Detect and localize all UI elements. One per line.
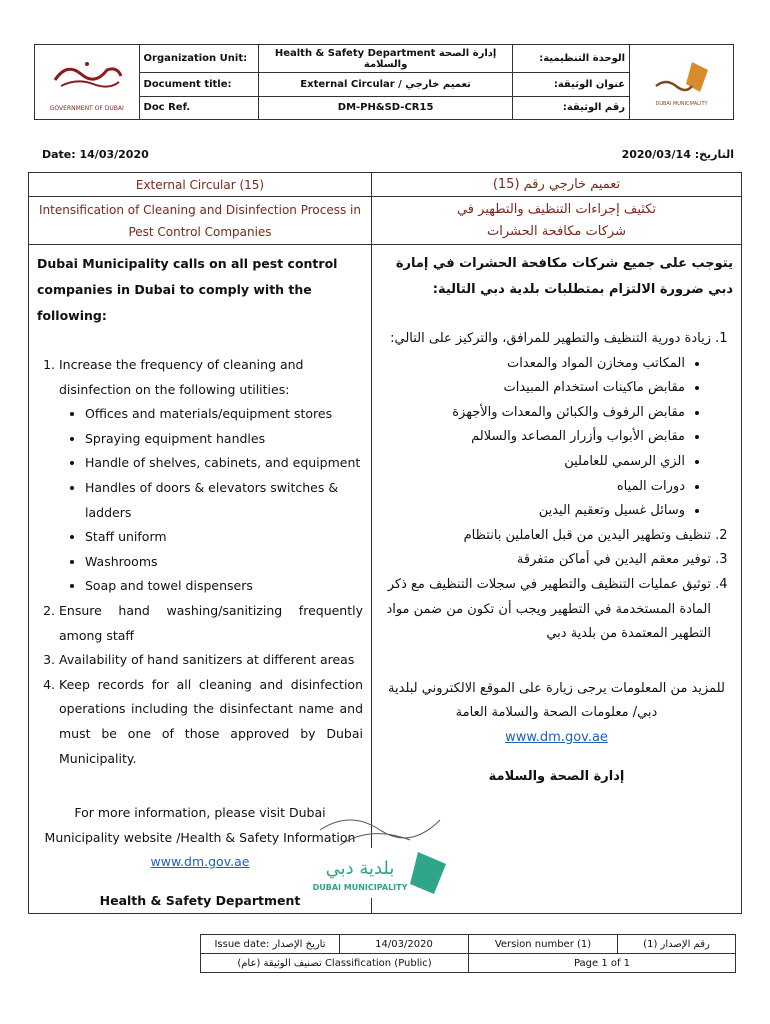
list-item: • دورات المياه — [380, 475, 685, 500]
list-item: 3. Availability of hand sanitizers at different areas — [59, 648, 363, 673]
requirements-list-ar — [380, 327, 733, 647]
utilities-list-ar — [380, 352, 711, 524]
government-of-dubai-logo — [35, 45, 140, 120]
date-ar: التاريخ: 2020/03/14 — [621, 148, 734, 161]
version-label-ar: رقم الإصدار (1) — [618, 935, 736, 954]
document-footer — [200, 934, 736, 973]
dubai-municipality-logo — [630, 45, 734, 120]
more-info-en: For more information, please visit Dubai Municipality website /Health & Safety Information — [44, 805, 356, 845]
signature-icon — [320, 820, 440, 845]
intro-ar: يتوجب على جميع شركات مكافحة الحشرات في إمارة دبي ضرورة الالتزام بمتطلبات بلدية دبي التالية: — [395, 256, 733, 297]
classification: (عام) تصنيف الوثيقة Classification (Public) — [201, 954, 469, 973]
doc-title-value: External Circular / تعميم خارجي — [259, 73, 513, 96]
document-header — [34, 44, 734, 120]
list-item: • Offices and materials/equipment stores — [85, 402, 363, 427]
circular-title-en: External Circular (15) — [29, 173, 372, 197]
subject-en-line1: Intensification of Cleaning and Disinfection Process in — [39, 203, 361, 217]
org-unit-value: Health & Safety Department إدارة الصحة والسلامة — [259, 45, 513, 73]
doc-title-label-ar: عنوان الوثيقة: — [512, 73, 629, 96]
doc-ref-label-ar: رقم الوثيقة: — [512, 96, 629, 119]
subject-en-line2: Pest Control Companies — [128, 225, 272, 239]
list-item: • Washrooms — [85, 550, 363, 575]
list-item: • Spraying equipment handles — [85, 427, 363, 452]
list-item: • الزي الرسمي للعاملين — [380, 450, 685, 475]
government-logo-icon — [47, 52, 127, 102]
page-number: Page 1 of 1 — [469, 954, 736, 973]
list-item: • Soap and towel dispensers — [85, 574, 363, 599]
subject-ar-line1: تكثيف إجراءات التنظيف والتطهير في — [456, 202, 657, 217]
subject-ar — [372, 197, 742, 245]
list-item: 1. Increase the frequency of cleaning and disinfection on the following utilities: • Offices and materials/equipment stores • Spraying equipment handles • Handle of shelves, cabinets, and equipment • Handles of doors & elevators switches & ladders • Staff uniform • Washrooms • Soap and towel dispensers — [59, 353, 363, 599]
list-item: 4. Keep records for all cleaning and disinfection operations including the disinfectant name and must be one of those approved by Dubai Municipality. — [59, 673, 363, 771]
issue-date-value: 14/03/2020 — [340, 935, 469, 954]
doc-ref-value: DM-PH&SD-CR15 — [259, 96, 513, 119]
circular-title-ar: تعميم خارجي رقم (15) — [372, 173, 742, 197]
municipality-logo-text: DUBAI MUNICIPALITY — [655, 100, 708, 107]
stamp-text-en: DUBAI MUNICIPALITY — [312, 883, 408, 892]
stamp-text-ar: بلدية دبي — [325, 858, 395, 879]
list-item: 2. Ensure hand washing/sanitizing frequently among staff — [59, 599, 363, 648]
org-unit-label-ar: الوحدة التنظيمية: — [512, 45, 629, 73]
doc-title-label: Document title: — [139, 73, 259, 96]
issue-date-label: Issue date: تاريخ الإصدار — [201, 935, 340, 954]
list-item: • مقابض الرفوف والكبائن والمعدات والأجهزة — [380, 401, 685, 426]
org-unit-label: Organization Unit: — [139, 45, 259, 73]
subject-ar-line2: شركات مكافحة الحشرات — [487, 224, 626, 239]
signoff-en: Health & Safety Department — [99, 892, 301, 908]
utilities-list-en — [59, 402, 363, 599]
requirements-list-en — [37, 353, 363, 771]
list-item: • المكاتب ومخازن المواد والمعدات — [380, 352, 685, 377]
intro-en: Dubai Municipality calls on all pest control companies in Dubai to comply with the following: — [37, 256, 338, 323]
list-item: • Handles of doors & elevators switches & ladders — [85, 476, 363, 525]
list-item: 2. تنظيف وتطهير اليدين من قبل العاملين بانتظام — [380, 524, 711, 549]
doc-ref-label: Doc Ref. — [139, 96, 259, 119]
date-en: Date: 14/03/2020 — [42, 148, 149, 161]
list-item: • مقابض ماكينات استخدام المبيدات — [380, 376, 685, 401]
municipality-logo-icon — [652, 58, 712, 98]
list-item: 4. توثيق عمليات التنظيف والتطهير في سجلات التنظيف مع ذكر المادة المستخدمة في التطهير ويجب أن تكون من ضمن مواد التطهير المعتمدة من بلدية دبي — [380, 573, 711, 647]
version-label: Version number (1) — [469, 935, 618, 954]
more-info-ar: للمزيد من المعلومات يرجى زيارة على الموقع الالكتروني لبلدية دبي/ معلومات الصحة والسلامة العامة — [388, 680, 725, 721]
list-item: • وسائل غسيل وتعقيم اليدين — [380, 499, 685, 524]
website-link-ar[interactable]: www.dm.gov.ae — [505, 729, 608, 745]
list-item: 1. زيادة دورية التنظيف والتطهير للمرافق، والتركيز على التالي: • المكاتب ومخازن المواد والمعدات • مقابض ماكينات استخدام المبيدات • مقابض الرفوف والكبائن والمعدات والأجهزة • مقابض الأبواب وأزرار المصاعد والسلالم • الزي الرسمي للعاملين • دورات المياه • وسائل غسيل وتعقيم اليدين — [380, 327, 711, 524]
government-logo-text: GOVERNMENT OF DUBAI — [49, 105, 124, 112]
website-link-en[interactable]: www.dm.gov.ae — [150, 854, 250, 870]
list-item: • Staff uniform — [85, 525, 363, 550]
list-item: • Handle of shelves, cabinets, and equipment — [85, 451, 363, 476]
list-item: 3. توفير معقم اليدين في أماكن متفرقة — [380, 548, 711, 573]
signoff-ar: إدارة الصحة والسلامة — [488, 768, 625, 784]
subject-en — [29, 197, 372, 245]
list-item: • مقابض الأبواب وأزرار المصاعد والسلالم — [380, 425, 685, 450]
signature-stamp — [300, 800, 460, 900]
